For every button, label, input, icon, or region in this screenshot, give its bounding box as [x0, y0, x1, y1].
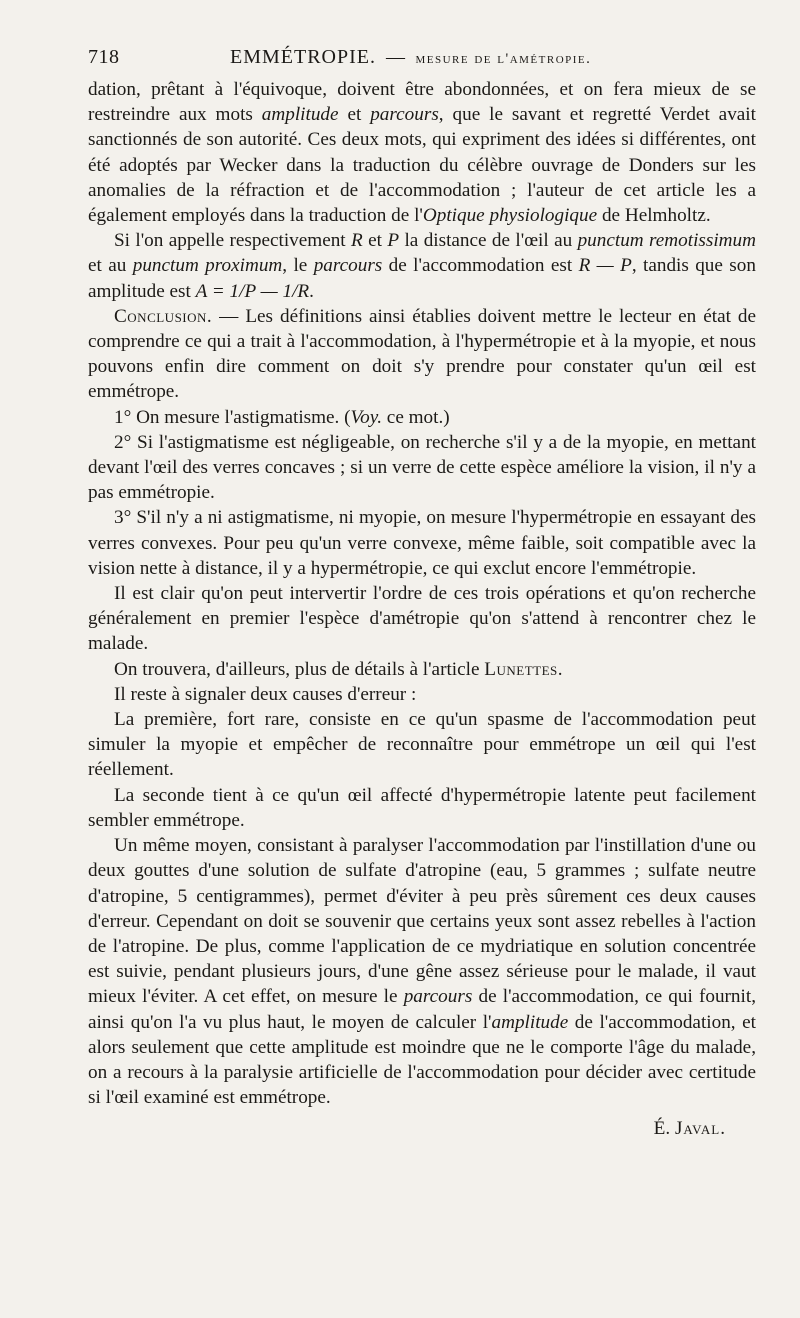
text-run: — Les définitions ainsi établies doivent mettre le lecteur en état de comprendre ce qui a trait à l'accommodation, à l'hypermétropie et à la myopie, et nous pouvons enfin dire comment on doit s'y prendre pour constater qu'un œil est emmétrope.: [88, 305, 756, 403]
term-parcours: parcours: [370, 104, 439, 126]
article-ref-lunettes: Lunettes: [484, 658, 558, 680]
author-initial: É.: [653, 1118, 671, 1140]
term-amplitude: amplitude: [261, 104, 339, 126]
term-parcours: parcours: [403, 986, 473, 1008]
paragraph-step-1: [88, 405, 756, 430]
symbol-p: P: [387, 230, 400, 252]
running-subtitle: mesure de l'amétropie.: [415, 51, 592, 67]
cross-reference-voy: Voy.: [350, 406, 382, 428]
text-run: 1° On mesure l'astigmatisme. (: [114, 406, 351, 428]
text-run: , que le savant et regretté Verdet avait sanctionnés de son autorité. Ces deux mots, qui expriment des idées si différentes, ont été adoptés par Wecker dans la traduction du célèbre ouvrage de Donders sur les anomalies de la réfraction et de l'accommodation ; l'auteur de cet article les a également employés dans la traduction de l': [88, 104, 756, 227]
text-run: Si l'on appelle respectivement: [114, 230, 352, 252]
text-run: , le: [282, 255, 314, 277]
formula-amplitude: A = 1/P — 1/R: [195, 280, 310, 302]
text-run: de l'accommodation, et alors seulement que cette amplitude est moindre que ne le comporte l'âge du malade, on a recours à la paralysie artificielle de l'accommodation pour décider avec certitude si l'œil examiné est emmétrope.: [88, 1011, 756, 1109]
term-punctum-proximum: punctum proximum: [132, 255, 283, 277]
paragraph-errors: Il reste à signaler deux causes d'erreur :: [114, 683, 417, 705]
text-run: de l'accommodation, ce qui fournit, ainsi qu'on l'a vu plus haut, le moyen de calculer l': [88, 986, 756, 1033]
paragraph-first-error: La première, fort rare, consiste en ce qu'un spasme de l'accommodation peut simuler la myopie et empêcher de reconnaître pour emmétrope un œil qui l'est réellement.: [88, 709, 756, 781]
paragraph-lunettes: [88, 657, 756, 682]
author-signature: [88, 1116, 756, 1141]
text-run: dation, prêtant à l'équivoque, doivent être abondonnées, et on fera mieux de se restreindre aux mots: [88, 79, 756, 126]
text-run: de Helmholtz.: [597, 205, 711, 227]
paragraph-1: [88, 77, 756, 228]
text-run: et: [362, 230, 388, 252]
section-label-conclusion: Conclusion.: [114, 305, 213, 327]
paragraph-2: [88, 228, 756, 304]
text-run: et: [338, 104, 371, 126]
term-punctum-remotissimum: punctum remotissimum: [577, 230, 756, 252]
running-dash: —: [386, 47, 406, 68]
paragraph-step-2: 2° Si l'astigmatisme est négligeable, on recherche s'il y a de la myopie, en mettant devant l'œil des verres concaves ; si un verre de cette espèce améliore la vision, il n'y a pas emmétropie.: [88, 431, 756, 504]
page-number: 718: [88, 46, 120, 68]
text-run: ce mot.): [382, 406, 450, 428]
title-optique-physiologique: Optique physiologique: [422, 205, 598, 227]
paragraph-conclusion: [88, 304, 756, 405]
symbol-r: R: [351, 230, 363, 252]
text-run: de l'accommodation est: [382, 255, 579, 277]
paragraph-order: Il est clair qu'on peut intervertir l'ordre de ces trois opérations et qu'on recherche généralement en premier l'espèce d'amétropie qu'on s'attend à rencontrer chez le malade.: [88, 583, 756, 655]
paragraph-second-error: La seconde tient à ce qu'un œil affecté d'hypermétropie latente peut facilement sembler emmétrope.: [88, 784, 756, 831]
term-amplitude: amplitude: [491, 1011, 569, 1033]
text-run: .: [309, 280, 314, 302]
paragraph-atropine: [88, 833, 756, 1110]
running-head: [88, 46, 756, 69]
author-name: Javal.: [674, 1118, 726, 1140]
text-run: Un même moyen, consistant à paralyser l'accommodation par l'instillation d'une ou deux gouttes d'une solution de sulfate d'atropine (eau, 5 grammes ; sulfate neutre d'atropine, 5 centigrammes), permet d'éviter à peu près sûrement ces deux causes d'erreur. Cependant on doit se souvenir que certains yeux sont assez rebelles à l'action de l'atropine. De plus, comme l'application de ce mydriatique en solution concentrée est suivie, pendant plusieurs jours, d'une gêne assez sérieuse pour le malade, il vaut mieux l'éviter. A cet effet, on mesure le: [88, 835, 756, 1008]
term-parcours: parcours: [313, 255, 383, 277]
article-body: [88, 77, 756, 1110]
text-run: et au: [88, 255, 133, 277]
formula-parcours: R — P: [578, 255, 632, 277]
text-run: , tandis que son amplitude est: [88, 255, 756, 302]
text-run: .: [557, 658, 563, 680]
paragraph-step-3: 3° S'il n'y a ni astigmatisme, ni myopie, on mesure l'hypermétropie en essayant des verres convexes. Pour peu qu'un verre convexe, même faible, soit compatible avec la vision nette à distance, il y a hypermétropie, ce qui exclut encore l'emmétropie.: [88, 507, 756, 579]
text-run: la distance de l'œil au: [399, 230, 578, 252]
running-title: EMMÉTROPIE.: [230, 46, 376, 68]
text-run: On trouvera, d'ailleurs, plus de détails à l'article: [114, 658, 485, 680]
